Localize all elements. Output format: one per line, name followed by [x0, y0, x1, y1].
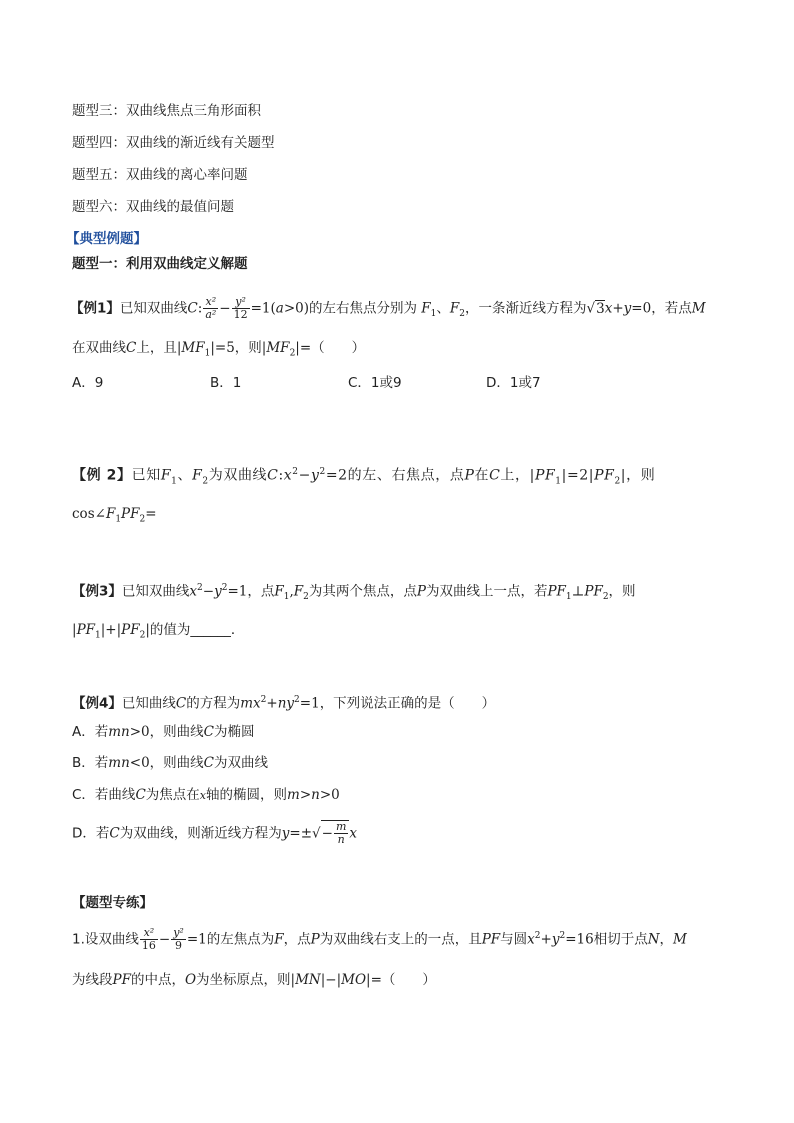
example-4-label: 【例4】 — [72, 695, 122, 712]
example-4-option-c: C．若曲线C为焦点在x轴的椭圆，则m>n>0 — [72, 787, 340, 803]
fraction: $\frac{\text{x²}}{16}$ — [141, 926, 156, 952]
toc-item-3: 题型三：双曲线焦点三角形面积 — [72, 103, 261, 119]
fraction: $\frac{\text{y²}}{12}$ — [233, 295, 248, 321]
toc-item-6: 题型六：双曲线的最值问题 — [72, 199, 234, 215]
example-1-option-d: D．1或7 — [486, 375, 541, 391]
example-1-line-2: 在双曲线C上，且$|MF_1|=5$，则$|MF_2|=$（ ） — [72, 340, 366, 359]
toc-item-4: 题型四：双曲线的渐近线有关题型 — [72, 135, 275, 151]
example-1-label: 【例1】 — [70, 300, 120, 317]
example-2-line-1: 【例 2】已知$F_1$、$F_2$为双曲线$C:x^2-y^2=2$的左、右焦点，点P在C上，$|PF_1|=2|PF_2|$，则 — [72, 467, 656, 487]
example-4-stem: 【例4】已知曲线C的方程为$mx^2+ny^2=1$，下列说法正确的是（ ） — [72, 695, 496, 712]
example-4-option-a: A．若mn>0，则曲线C为椭圆 — [72, 724, 255, 740]
example-1-line-1: 【例1】已知双曲线C: $\frac{\text{x²}}{\text{a²}}$ − $\frac{\text{y²}}{12}$ =1(a>0)的左右焦点分别为 $F_1$、$F_2$，一条渐近线方程为√3x+y=0，若点M — [70, 295, 706, 321]
example-1-option-b: B．1 — [210, 375, 242, 391]
type1-title: 题型一：利用双曲线定义解题 — [72, 256, 248, 272]
example-3-label: 【例3】 — [72, 583, 122, 600]
example-3-line-1: 【例3】已知双曲线$x^2-y^2=1$，点$F_1,F_2$为其两个焦点，点P为双曲线上一点，若$PF_1\perp PF_2$，则 — [72, 583, 636, 603]
practice-1-line-1: 1.设双曲线 $\frac{\text{x²}}{16}$ − $\frac{\text{y²}}{9}$ =1的左焦点为F，点P为双曲线右支上的一点，且PF与圆$x^2+y^2=16$相切于点N，M — [72, 926, 687, 952]
fraction: $\frac{\text{x²}}{\text{a²}}$ — [205, 295, 217, 321]
section-practice-heading: 【题型专练】 — [72, 895, 153, 911]
fraction: $\frac{m}{n}$ — [335, 820, 347, 846]
toc-item-5: 题型五：双曲线的离心率问题 — [72, 167, 248, 183]
example-4-option-d: D．若C为双曲线，则渐近线方程为y=±√− $\frac{m}{n}$ x — [72, 820, 357, 846]
practice-1-line-2: 为线段PF的中点，O为坐标原点，则|MN|−|MO|=（ ） — [72, 972, 436, 988]
example-2-label: 【例 2】 — [72, 467, 132, 484]
fraction: $\frac{\text{y²}}{9}$ — [173, 926, 184, 952]
example-2-line-2: $\cos\angle F_1PF_2=$ — [72, 506, 157, 525]
example-1-option-c: C．1或9 — [348, 375, 402, 391]
example-1-option-a: A．9 — [72, 375, 104, 391]
section-typical-heading: 【典型例题】 — [66, 231, 147, 247]
example-4-option-b: B．若mn<0，则曲线C为双曲线 — [72, 755, 269, 771]
example-3-line-2: $|PF_1|+|PF_2|$的值为______． — [72, 622, 245, 641]
